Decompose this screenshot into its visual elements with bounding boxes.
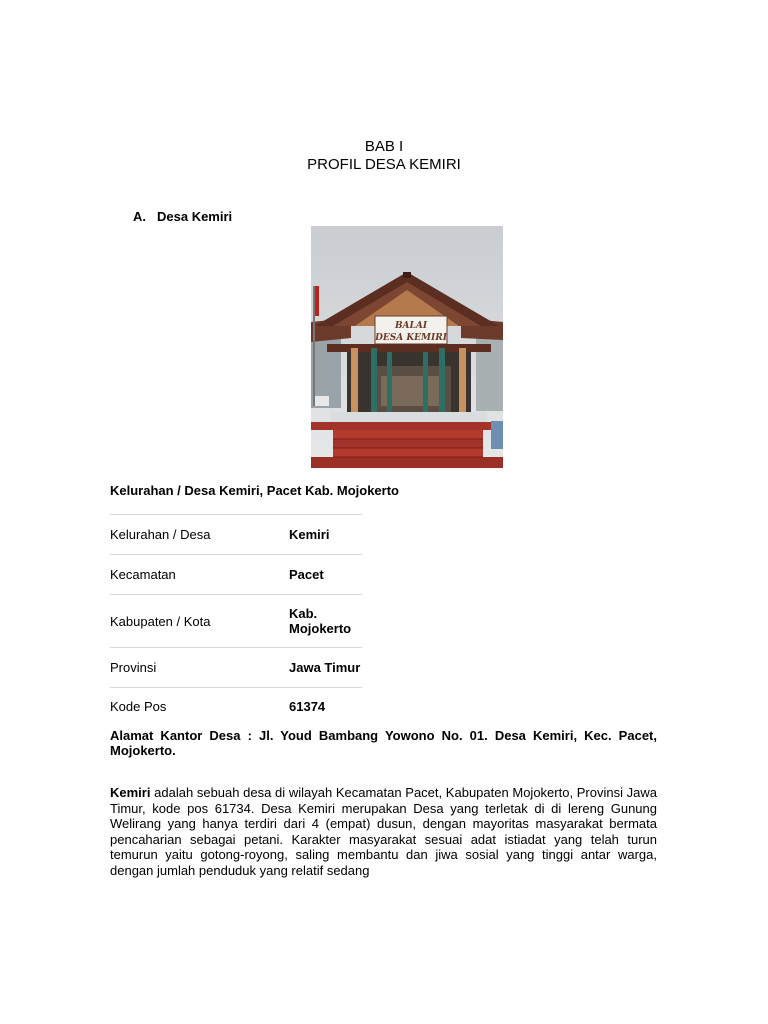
sign-line-2: DESA KEMIRI [375, 333, 447, 343]
table-row [110, 688, 362, 726]
village-info-table [110, 514, 362, 726]
office-address: Alamat Kantor Desa : Jl. Youd Bambang Yowono No. 01. Desa Kemiri, Kec. Pacet, Mojokerto. [110, 728, 657, 758]
table-row [110, 648, 362, 688]
section-heading [133, 209, 232, 224]
section-letter: A. [133, 209, 146, 224]
row-value: Jawa Timur [289, 660, 361, 675]
table-row [110, 595, 362, 648]
row-label: Kelurahan / Desa [110, 527, 211, 542]
row-label: Kabupaten / Kota [110, 613, 211, 629]
photo-caption: Kelurahan / Desa Kemiri, Pacet Kab. Mojokerto [110, 483, 399, 498]
row-label: Kecamatan [110, 567, 176, 582]
row-value: Kab. Mojokerto [289, 606, 352, 636]
row-value: Pacet [289, 567, 324, 582]
row-value: Kemiri [289, 527, 330, 542]
description-paragraph [110, 785, 657, 879]
village-hall-photo [311, 226, 503, 468]
chapter-label: BAB I [364, 138, 404, 155]
table-row [110, 515, 362, 555]
section-title: Desa Kemiri [157, 209, 233, 224]
sign-line-1: BALAI [394, 321, 428, 331]
row-label: Provinsi [110, 660, 157, 675]
paragraph-text: adalah sebuah desa di wilayah Kecamatan Pacet, Kabupaten Mojokerto, Provinsi Jawa Timur, kode pos 61734. Desa Kemiri merupakan Desa yang terletak di di lereng Gunung Welirang yang hanya terdiri dari 4 (empat) dusun, dengan mayoritas masyarakat bermata pencaharian sebagai petani. Karakter masyarakat sesuai adat istiadat yang telah turun temurun yaitu gotong-royong, saling membantu dan jiwa sosial yang tinggi antar warga, dengan jumlah penduduk yang relatif sedang [110, 785, 657, 878]
table-row [110, 555, 362, 595]
row-value: 61374 [289, 699, 326, 715]
row-label: Kode Pos [110, 699, 167, 715]
page-title: PROFIL DESA KEMIRI [307, 156, 461, 173]
paragraph-lead: Kemiri [110, 785, 151, 800]
